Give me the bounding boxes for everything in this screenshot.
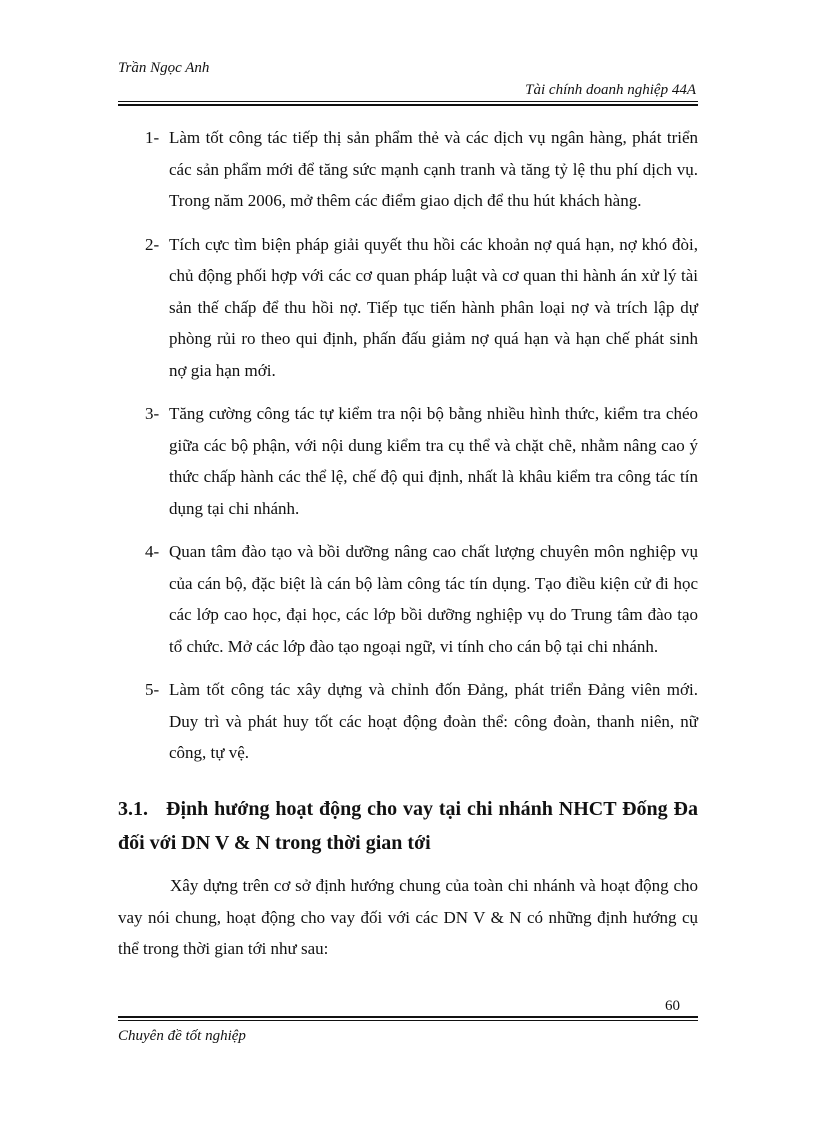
list-item — [145, 398, 698, 524]
section-title: Định hướng hoạt động cho vay tại chi nhánh NHCT Đống Đa đối với DN V & N trong thời gian tới — [118, 798, 698, 854]
recommendation-list — [145, 122, 698, 781]
header-author: Trần Ngọc Anh — [118, 60, 210, 76]
page-number: 60 — [665, 998, 680, 1014]
header-course: Tài chính doanh nghiệp 44A — [525, 82, 696, 98]
header-rule-thick — [118, 104, 698, 106]
list-item-number: 2- — [145, 234, 160, 254]
list-item — [145, 122, 698, 217]
footer-title: Chuyên đề tốt nghiệp — [118, 1028, 246, 1044]
body-paragraph: Xây dựng trên cơ sở định hướng chung của toàn chi nhánh và hoạt động cho vay nói chung, hoạt động cho vay đối với các DN V & N có những định hướng cụ thể trong thời gian tới như sau: — [118, 876, 698, 958]
list-item-number: 3- — [145, 404, 160, 423]
list-item — [145, 674, 698, 769]
list-item — [145, 229, 698, 387]
footer-rule-thin — [118, 1020, 698, 1021]
list-item-text: Tăng cường công tác tự kiểm tra nội bộ bằng nhiều hình thức, kiểm tra chéo giữa các bộ phận, với nội dung kiểm tra cụ thể và chặt chẽ, nhằm nâng cao ý thức chấp hành các thể lệ, chế độ qui định, nhất là khâu kiểm tra công tác tín dụng tại chi nhánh. — [169, 404, 698, 518]
list-item-number: 4- — [145, 542, 160, 561]
list-item-text: Làm tốt công tác xây dựng và chỉnh đốn Đảng, phát triển Đảng viên mới. Duy trì và phát huy tốt các hoạt động đoàn thể: công đoàn, thanh niên, nữ công, tự vệ. — [169, 680, 698, 762]
list-item-text: Làm tốt công tác tiếp thị sản phẩm thẻ và các dịch vụ ngân hàng, phát triển các sản phẩm mới để tăng sức mạnh cạnh tranh và tăng tỷ lệ thu phí dịch vụ. Trong năm 2006, mở thêm các điểm giao dịch để thu hút khách hàng. — [169, 128, 698, 210]
footer-rule-thick — [118, 1016, 698, 1018]
list-item-number: 1- — [145, 128, 160, 147]
list-item-text: Quan tâm đào tạo và bồi dưỡng nâng cao chất lượng chuyên môn nghiệp vụ của cán bộ, đặc biệt là cán bộ làm công tác tín dụng. Tạo điều kiện cử đi học các lớp cao học, đại học, các lớp bồi dưỡng nghiệp vụ do Trung tâm đào tạo tổ chức. Mở các lớp đào tạo ngoại ngữ, vi tính cho cán bộ tại chi nhánh. — [169, 542, 698, 656]
header-rule-thin — [118, 101, 698, 102]
section-number: 3.1. — [118, 798, 148, 820]
list-item-number: 5- — [145, 680, 160, 699]
section-heading — [118, 792, 698, 860]
list-item-text: Tích cực tìm biện pháp giải quyết thu hồi các khoản nợ quá hạn, nợ khó đòi, chủ động phối hợp với các cơ quan pháp luật và cơ quan thi hành án xử lý tài sản thế chấp để thu hồi nợ. Tiếp tục tiến hành phân loại nợ và trích lập dự phòng rủi ro theo qui định, phấn đấu giảm nợ quá hạn và hạn chế phát sinh nợ gia hạn mới. — [169, 234, 698, 380]
list-item — [145, 536, 698, 662]
